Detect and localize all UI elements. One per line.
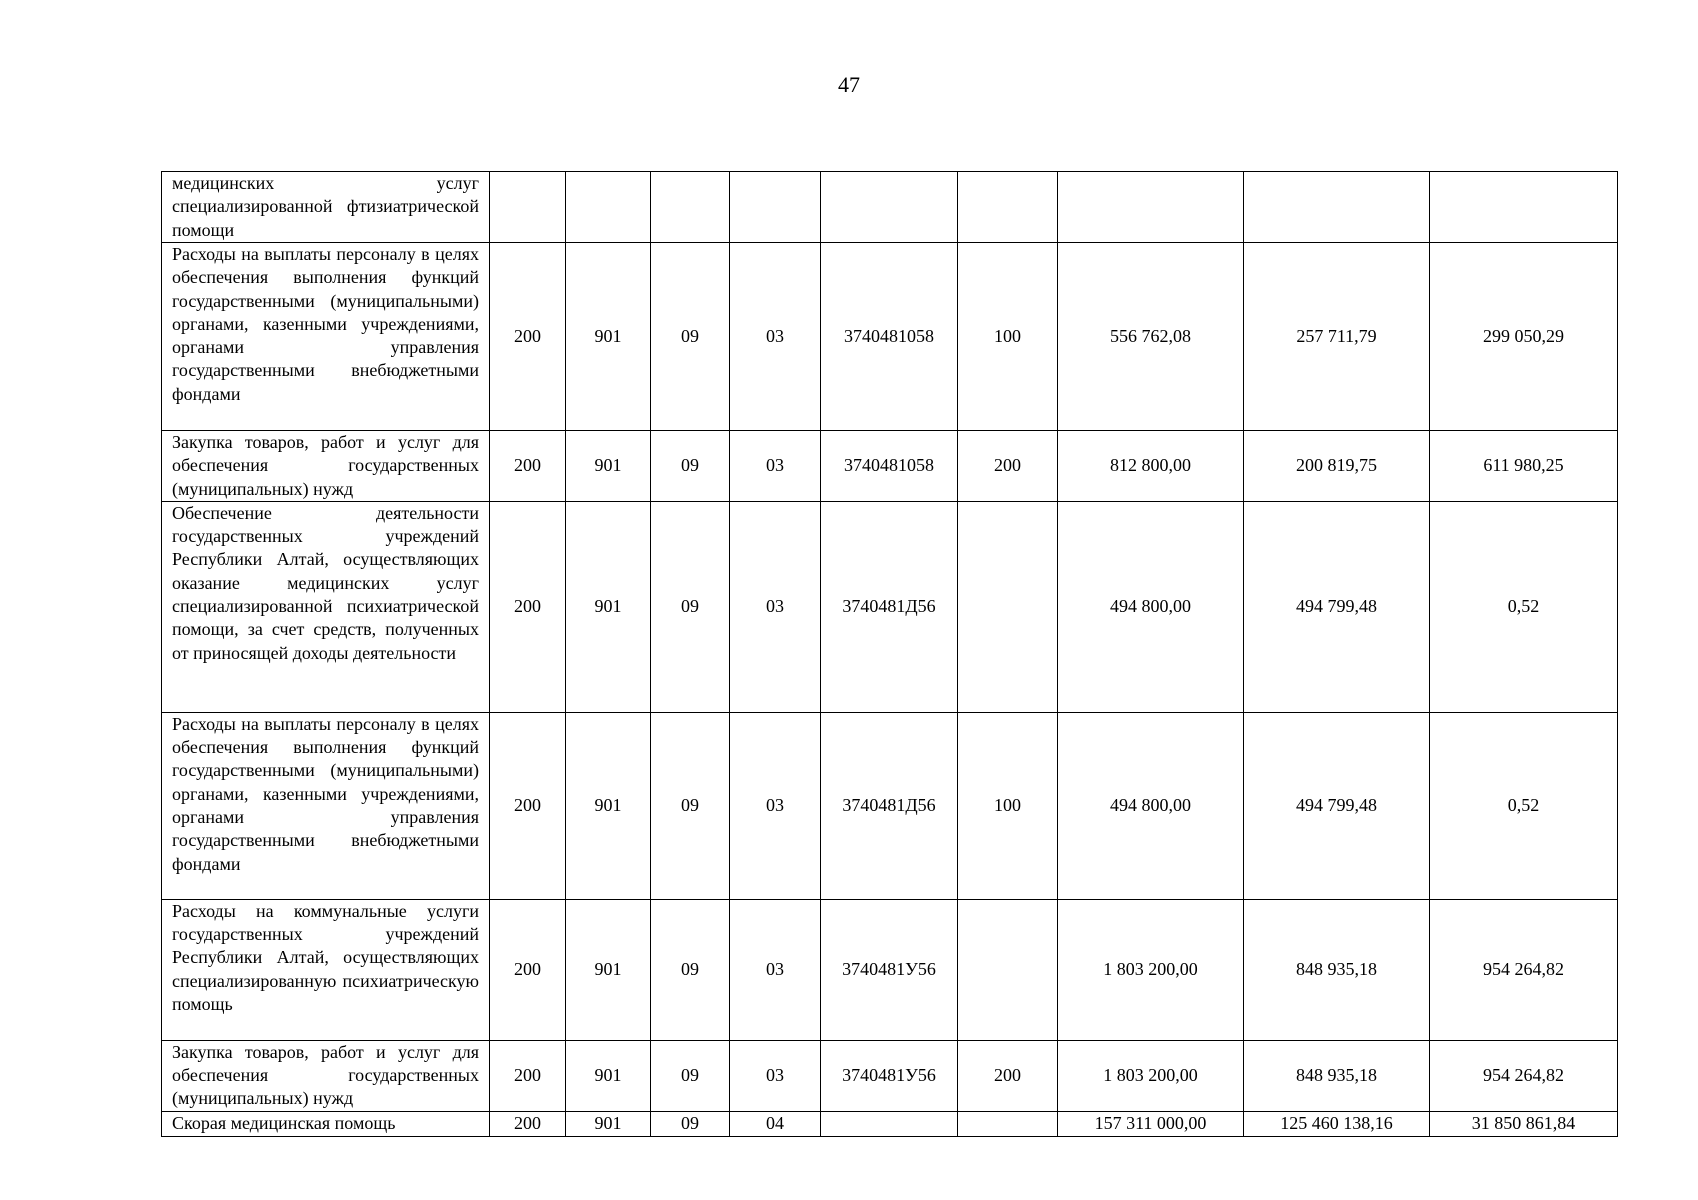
table-row	[162, 243, 1618, 431]
cell-code-2	[566, 172, 651, 243]
cell-target-article: 3740481Д56	[821, 501, 958, 712]
cell-amount-executed: 494 799,48	[1244, 712, 1430, 899]
cell-expense-type	[958, 899, 1058, 1040]
row-description: Закупка товаров, работ и услуг для обеспечения государственных (муниципальных) нужд	[162, 1040, 490, 1111]
cell-subsection: 03	[730, 431, 821, 502]
cell-amount-executed: 494 799,48	[1244, 501, 1430, 712]
row-description: Закупка товаров, работ и услуг для обеспечения государственных (муниципальных) нужд	[162, 431, 490, 502]
cell-target-article: 3740481У56	[821, 899, 958, 1040]
cell-section: 09	[651, 1111, 730, 1136]
cell-target-article: 3740481058	[821, 243, 958, 431]
budget-table	[161, 171, 1618, 1137]
table-row	[162, 899, 1618, 1040]
cell-amount-executed: 125 460 138,16	[1244, 1111, 1430, 1136]
cell-code-2: 901	[566, 431, 651, 502]
cell-subsection: 03	[730, 501, 821, 712]
cell-code-2: 901	[566, 899, 651, 1040]
cell-amount-executed: 257 711,79	[1244, 243, 1430, 431]
cell-amount-executed: 848 935,18	[1244, 1040, 1430, 1111]
cell-subsection: 03	[730, 899, 821, 1040]
cell-code-1	[490, 172, 566, 243]
cell-amount-planned: 1 803 200,00	[1058, 899, 1244, 1040]
cell-amount-executed: 848 935,18	[1244, 899, 1430, 1040]
cell-amount-planned: 494 800,00	[1058, 501, 1244, 712]
table-row	[162, 431, 1618, 502]
cell-subsection: 03	[730, 1040, 821, 1111]
cell-section: 09	[651, 1040, 730, 1111]
table-row	[162, 501, 1618, 712]
cell-amount-executed	[1244, 172, 1430, 243]
cell-expense-type: 100	[958, 712, 1058, 899]
cell-subsection: 04	[730, 1111, 821, 1136]
cell-amount-remaining: 31 850 861,84	[1430, 1111, 1618, 1136]
cell-code-1: 200	[490, 1111, 566, 1136]
cell-section: 09	[651, 899, 730, 1040]
cell-code-2: 901	[566, 501, 651, 712]
cell-code-1: 200	[490, 1040, 566, 1111]
table-row	[162, 1111, 1618, 1136]
cell-expense-type: 100	[958, 243, 1058, 431]
cell-target-article: 3740481058	[821, 431, 958, 502]
cell-section	[651, 172, 730, 243]
cell-code-2: 901	[566, 243, 651, 431]
cell-subsection	[730, 172, 821, 243]
cell-expense-type: 200	[958, 431, 1058, 502]
cell-code-1: 200	[490, 431, 566, 502]
cell-amount-planned: 812 800,00	[1058, 431, 1244, 502]
cell-amount-executed: 200 819,75	[1244, 431, 1430, 502]
cell-section: 09	[651, 431, 730, 502]
cell-amount-remaining: 299 050,29	[1430, 243, 1618, 431]
cell-target-article: 3740481У56	[821, 1040, 958, 1111]
cell-code-1: 200	[490, 712, 566, 899]
cell-expense-type: 200	[958, 1040, 1058, 1111]
row-description: Расходы на выплаты персоналу в целях обеспечения выполнения функций государственными (муниципальными) органами, казенными учреждениями, органами управления государственными внебюджетными фондами	[162, 712, 490, 899]
cell-amount-remaining: 611 980,25	[1430, 431, 1618, 502]
cell-code-1: 200	[490, 501, 566, 712]
cell-amount-planned: 157 311 000,00	[1058, 1111, 1244, 1136]
row-description: Обеспечение деятельности государственных учреждений Республики Алтай, осуществляющих оказание медицинских услуг специализированной психиатрической помощи, за счет средств, полученных от приносящей доходы деятельности	[162, 501, 490, 712]
row-description: Расходы на коммунальные услуги государственных учреждений Республики Алтай, осуществляющих специализированную психиатрическую помощь	[162, 899, 490, 1040]
cell-expense-type	[958, 1111, 1058, 1136]
cell-amount-planned: 556 762,08	[1058, 243, 1244, 431]
cell-section: 09	[651, 501, 730, 712]
cell-amount-remaining: 954 264,82	[1430, 1040, 1618, 1111]
table-row	[162, 712, 1618, 899]
cell-code-1: 200	[490, 899, 566, 1040]
cell-target-article	[821, 172, 958, 243]
cell-code-2: 901	[566, 1111, 651, 1136]
cell-amount-remaining: 954 264,82	[1430, 899, 1618, 1040]
cell-amount-planned: 1 803 200,00	[1058, 1040, 1244, 1111]
cell-subsection: 03	[730, 243, 821, 431]
cell-expense-type	[958, 172, 1058, 243]
page-number: 47	[838, 72, 860, 97]
table-row	[162, 172, 1618, 243]
row-description: Скорая медицинская помощь	[162, 1111, 490, 1136]
cell-expense-type	[958, 501, 1058, 712]
cell-amount-remaining: 0,52	[1430, 712, 1618, 899]
cell-target-article: 3740481Д56	[821, 712, 958, 899]
row-description: медицинских услуг специализированной фтизиатрической помощи	[162, 172, 490, 243]
cell-code-2: 901	[566, 712, 651, 899]
cell-subsection: 03	[730, 712, 821, 899]
cell-section: 09	[651, 243, 730, 431]
cell-target-article	[821, 1111, 958, 1136]
cell-amount-planned	[1058, 172, 1244, 243]
cell-amount-remaining: 0,52	[1430, 501, 1618, 712]
cell-code-2: 901	[566, 1040, 651, 1111]
cell-section: 09	[651, 712, 730, 899]
table-row	[162, 1040, 1618, 1111]
cell-code-1: 200	[490, 243, 566, 431]
row-description: Расходы на выплаты персоналу в целях обеспечения выполнения функций государственными (муниципальными) органами, казенными учреждениями, органами управления государственными внебюджетными фондами	[162, 243, 490, 431]
cell-amount-remaining	[1430, 172, 1618, 243]
cell-amount-planned: 494 800,00	[1058, 712, 1244, 899]
